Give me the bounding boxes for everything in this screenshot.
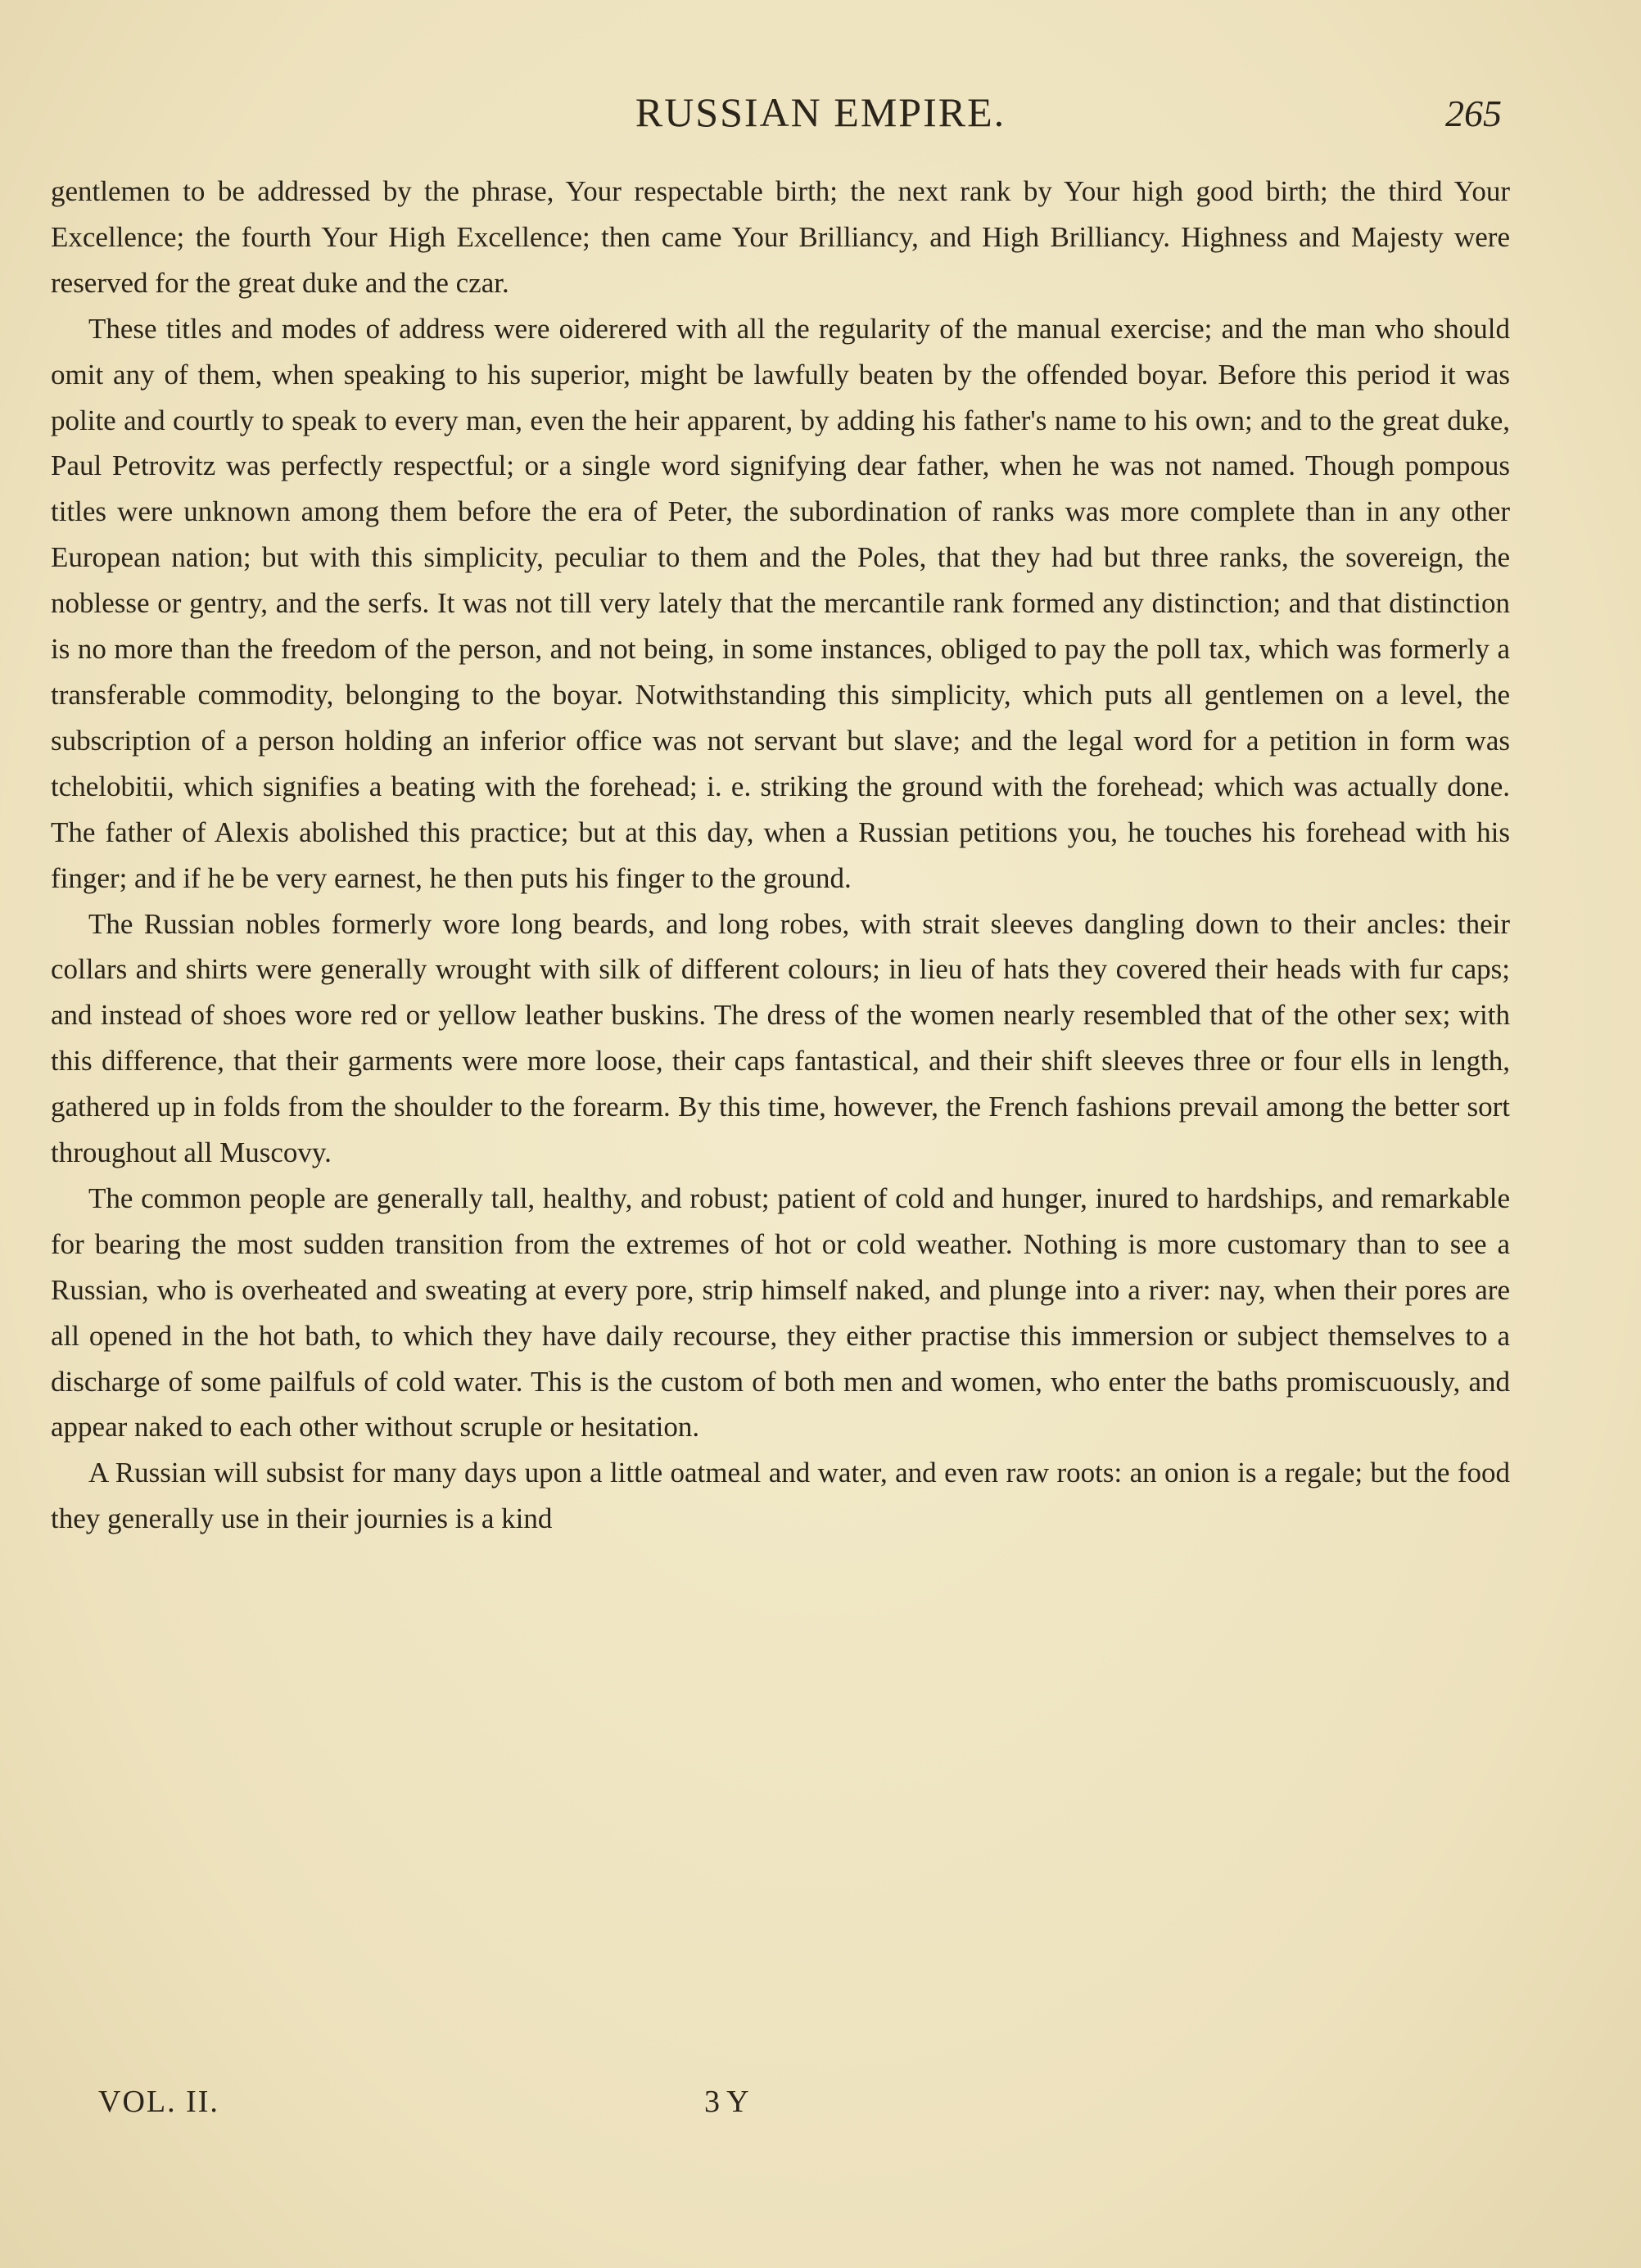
page-number: 265 (1445, 93, 1502, 134)
volume-label: VOL. II. (98, 2085, 219, 2119)
body-text (51, 169, 1510, 1542)
paragraph-dress: The Russian nobles formerly wore long beards, and long robes, with strait sleeves dangling down to their ancles: their collars and shirts were generally wrought with silk of different colours; in lieu of hats they covered their heads with fur caps; and instead of shoes wore red or yellow leather buskins. The dress of the women nearly resembled that of the other sex; with this difference, that their garments were more loose, their caps fantastical, and their shift sleeves three or four ells in length, gathered up in folds from the shoulder to the forearm. By this time, however, the French fashions prevail among the better sort throughout all Muscovy. (51, 907, 1510, 1169)
page-header (0, 88, 1641, 146)
paragraph-continued: gentlemen to be addressed by the phrase, Your respectable birth; the next rank by Your high good birth; the third Your Excellence; the fourth Your High Excellence; then came Your Brilliancy, and High Brilliancy. Highness and Majesty were reserved for the great duke and the czar. (51, 175, 1510, 299)
paragraph-titles: These titles and modes of address were oiderered with all the regularity of the manual exercise; and the man who should omit any of them, when speaking to his superior, might be lawfully beaten by the offended boyar. Before this period it was polite and courtly to speak to every man, even the heir apparent, by adding his father's name to his own; and to the great duke, Paul Petrovitz was perfectly respectful; or a single word signifying dear father, when he was not named. Though pompous titles were unknown among them before the era of Peter, the subordination of ranks was more complete than in any other European nation; but with this simplicity, peculiar to them and the Poles, that they had but three ranks, the sovereign, the noblesse or gentry, and the serfs. It was not till very lately that the mercantile rank formed any distinction; and that distinction is no more than the freedom of the person, and not being, in some instances, obliged to pay the poll tax, which was formerly a transferable commodity, belonging to the boyar. Notwithstanding this simplicity, which puts all gentlemen on a level, the subscription of a person holding an inferior office was not servant but slave; and the legal word for a petition in form was tchelobitii, which signifies a beating with the forehead; i. e. striking the ground with the forehead; which was actually done. The father of Alexis abolished this practice; but at this day, when a Russian petitions you, he touches his forehead with his finger; and if he be very earnest, he then puts his finger to the ground. (51, 312, 1510, 894)
page-footer (98, 2084, 835, 2133)
signature-mark: 3 Y (704, 2085, 749, 2119)
paragraph-common-people: The common people are generally tall, healthy, and robust; patient of cold and hunger, inured to hardships, and remarkable for bearing the most sudden transition from the extremes of hot or cold weather. Nothing is more customary than to see a Russian, who is overheated and sweating at every pore, strip himself naked, and plunge into a river: nay, when their pores are all opened in the hot bath, to which they have daily recourse, they either practise this immersion or subject themselves to a discharge of some pailfuls of cold water. This is the custom of both men and women, who enter the baths promiscuously, and appear naked to each other without scruple or hesitation. (51, 1181, 1510, 1443)
paragraph-food: A Russian will subsist for many days upon a little oatmeal and water, and even raw roots: an onion is a regale; but the food they generally use in their journies is a kind (51, 1457, 1510, 1535)
running-title: RUSSIAN EMPIRE. (635, 89, 1006, 135)
